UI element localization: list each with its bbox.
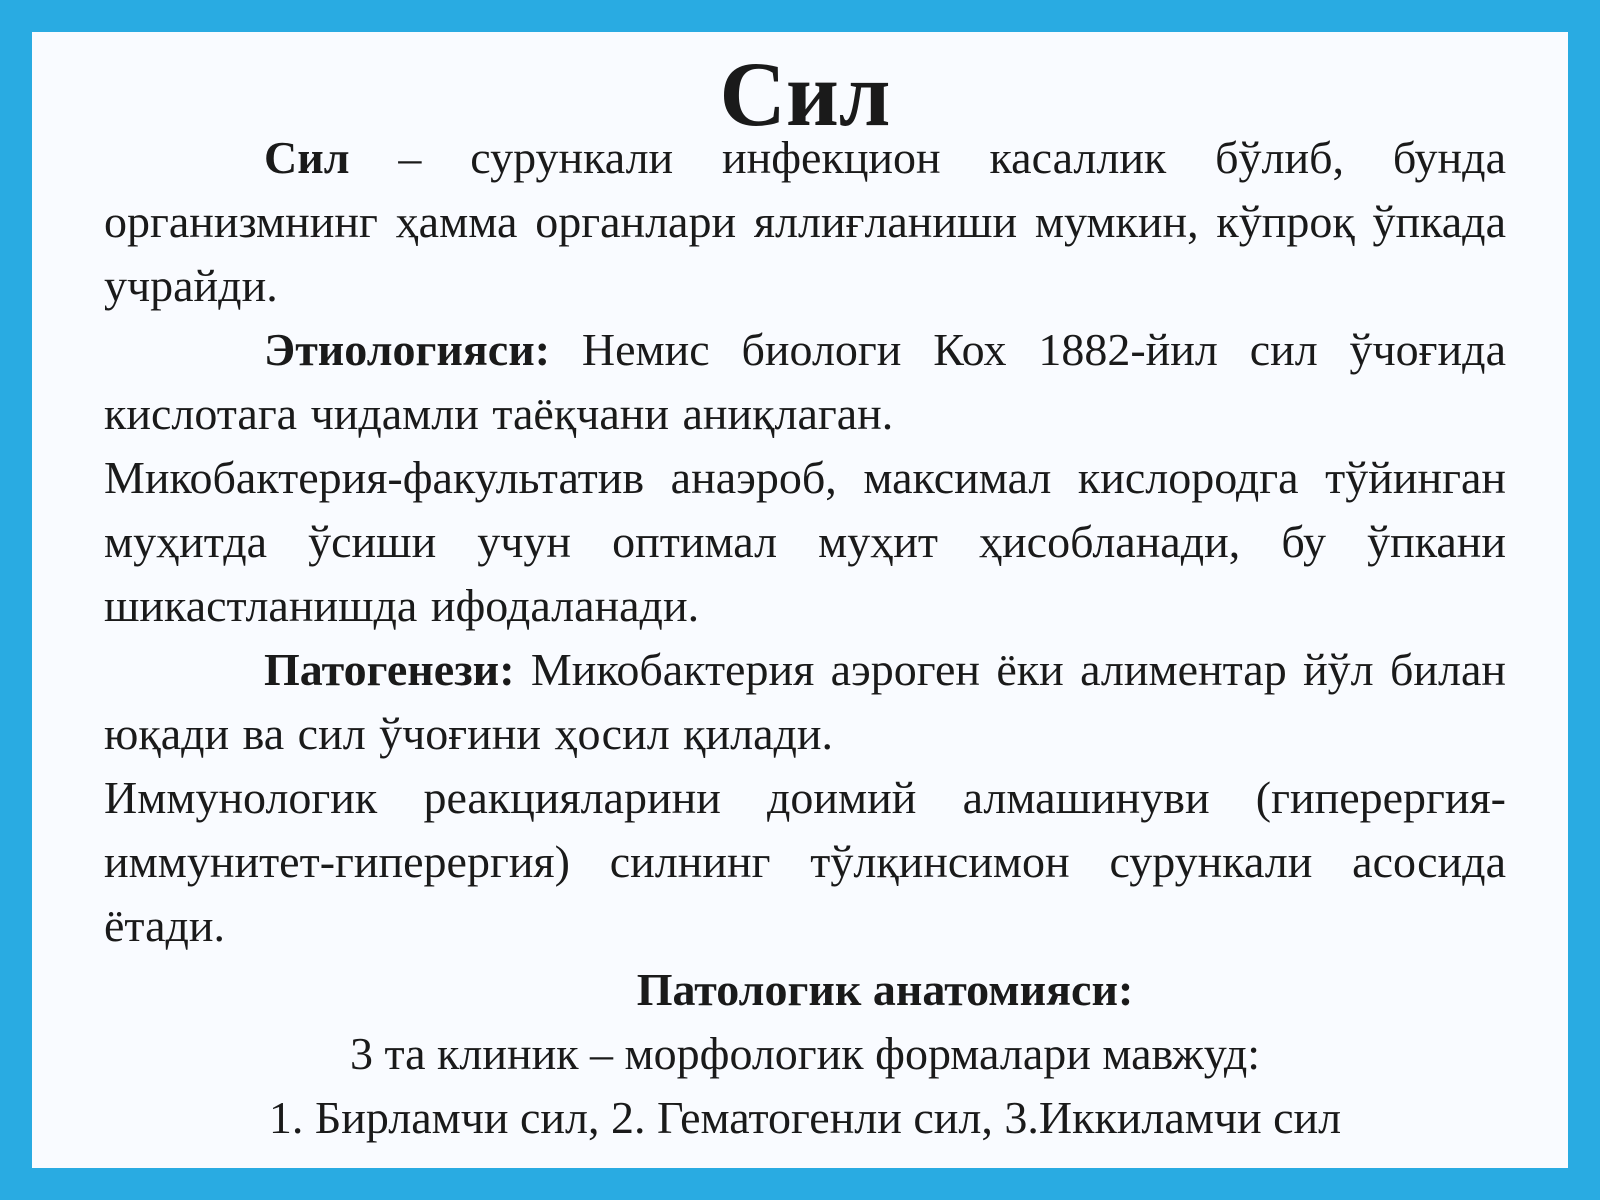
- document-title: Сил: [719, 43, 891, 145]
- anatomy-intro: 3 та клиник – морфологик формалари мавжуд:: [349, 1028, 1261, 1079]
- immunology-paragraph: Иммунологик реакцияларини доимий алмашинуви (гиперергия-иммунитет-гиперергия) силнинг тўлқинсимон сурункали асосида ётади.: [104, 772, 1506, 951]
- document-body: [104, 43, 1506, 1150]
- pathogenesis-paragraph: [104, 638, 1506, 766]
- etiology-text: Немис биологи Кох 1882-йил сил ўчоғида кислотага чидамли таёқчани аниқлаган.: [104, 324, 1506, 439]
- definition-term: Сил: [264, 132, 350, 183]
- etiology-paragraph: [104, 318, 1506, 446]
- mycobacteria-paragraph: Микобактерия-факультатив анаэроб, максимал кислородга тўйинган муҳитда ўсиши учун оптимал муҳит ҳисобланади, бу ўпкани шикастланишда ифодаланади.: [104, 452, 1506, 631]
- slide-page: [32, 32, 1568, 1168]
- anatomy-forms-list: 1. Бирламчи сил, 2. Гематогенли сил, 3.Иккиламчи сил: [268, 1092, 1342, 1143]
- definition-paragraph: [104, 126, 1506, 318]
- anatomy-heading: Патологик анатомияси:: [636, 964, 1134, 1015]
- definition-text: – сурункали инфекцион касаллик бўлиб, бунда организмнинг ҳамма органлари яллиғланиши мумкин, кўпроқ ўпкада учрайди.: [104, 132, 1506, 311]
- etiology-term: Этиологияси:: [264, 324, 551, 375]
- pathogenesis-text: Микобактерия аэроген ёки алиментар йўл билан юқади ва сил ўчоғини ҳосил қилади.: [104, 644, 1506, 759]
- pathogenesis-term: Патогенези:: [264, 644, 515, 695]
